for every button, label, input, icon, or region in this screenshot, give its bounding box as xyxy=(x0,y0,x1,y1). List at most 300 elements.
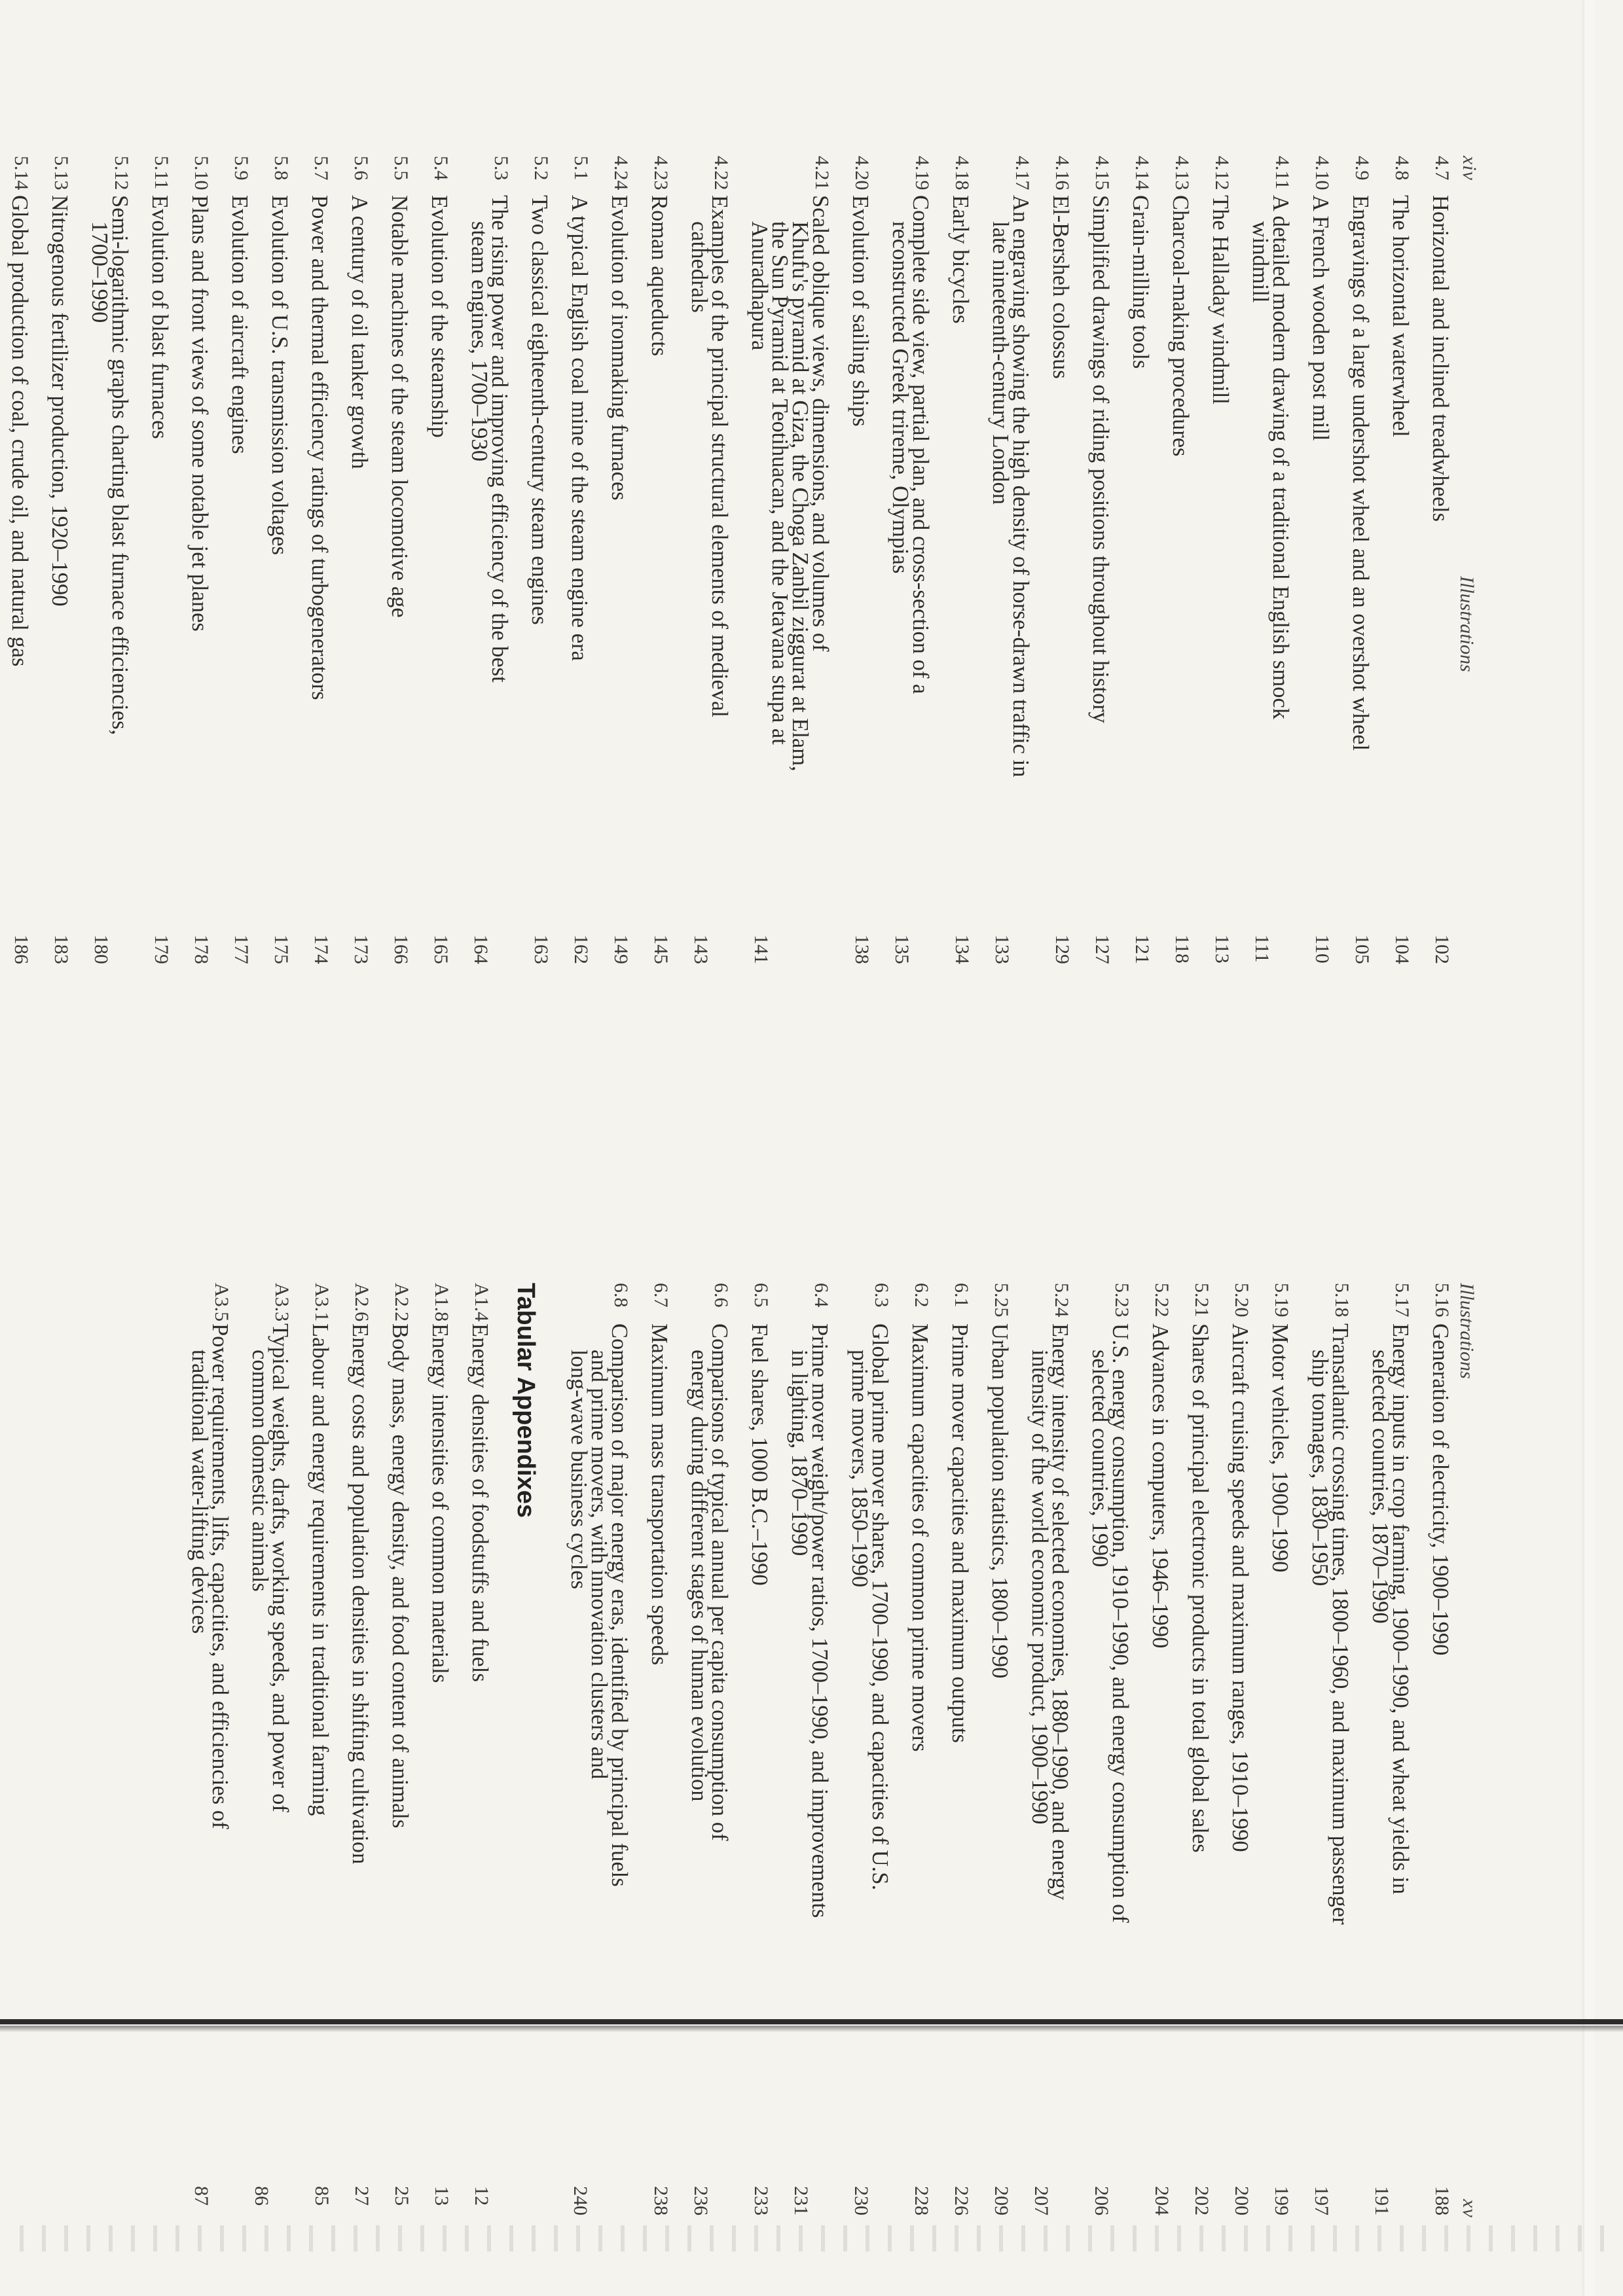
figure-title-line: A French wooden post mill xyxy=(1308,195,1333,441)
toc-entry xyxy=(847,1283,892,2238)
toc-entry xyxy=(1334,156,1373,1020)
appendix-heading: Tabular Appendixes xyxy=(512,1283,539,1518)
figure-title xyxy=(947,1323,972,1743)
figure-number: 5.20 xyxy=(1231,1283,1252,1318)
figure-title-line: Grain-milling tools xyxy=(1128,195,1153,369)
figure-number: 4.23 xyxy=(650,156,672,190)
figure-number: 4.19 xyxy=(911,156,933,190)
page-number: 12 xyxy=(471,2186,492,2206)
binding-edge xyxy=(20,2225,1617,2251)
page-number: 164 xyxy=(470,935,492,964)
figure-title-line: Simplified drawings of riding positions throughout history xyxy=(1088,195,1113,723)
figure-number: 4.20 xyxy=(851,156,873,190)
figure-title xyxy=(427,1323,452,1683)
page-number: 236 xyxy=(690,2186,712,2215)
figure-title xyxy=(1087,195,1113,723)
toc-entry xyxy=(33,156,72,1020)
figure-title-line: Advances in computers, 1946–1990 xyxy=(1148,1323,1173,1649)
figure-title-line: Early bicycles xyxy=(948,195,973,324)
figure-title-line: The Halladay windmill xyxy=(1208,195,1233,405)
figure-number: 5.11 xyxy=(151,156,172,190)
figure-title-line: Motor vehicles, 1900–1990 xyxy=(1267,1323,1292,1573)
figure-title-line: Complete side view, partial plan, and cross-section of a xyxy=(908,195,933,694)
figure-title xyxy=(1087,1323,1133,1923)
toc-entry xyxy=(593,156,632,1020)
page-number: 85 xyxy=(311,2186,333,2206)
page-number: 134 xyxy=(951,935,973,964)
toc-entry xyxy=(893,1283,932,2238)
figure-title xyxy=(687,1323,732,1841)
toc-entry xyxy=(747,156,833,1020)
figure-title xyxy=(687,195,732,718)
figure-number: 5.17 xyxy=(1391,1283,1413,1318)
page-number: 163 xyxy=(530,935,552,964)
figure-title-line: Semi-logarithmic graphs charting blast furnace efficiencies, xyxy=(107,195,132,736)
figure-title-continuation: the Sun Pyramid at Teotihuacan, and the Jetavana stupa at xyxy=(767,221,792,745)
toc-entry xyxy=(733,1283,772,2238)
figure-number: 5.23 xyxy=(1111,1283,1133,1318)
toc-entry xyxy=(213,156,252,1020)
toc-entry xyxy=(87,156,132,1020)
toc-entry xyxy=(293,1283,333,2238)
page-number: 118 xyxy=(1171,935,1193,963)
page-number: 199 xyxy=(1271,2186,1292,2215)
figure-title xyxy=(1307,195,1333,441)
figure-title-line: A typical English coal mine of the steam engine era xyxy=(567,195,592,661)
figure-title-continuation: steam engines, 1700–1930 xyxy=(467,221,492,461)
figure-title xyxy=(1147,1323,1173,1648)
figure-number: 4.9 xyxy=(1351,156,1373,181)
toc-entry xyxy=(1154,156,1193,1020)
figure-title-line: Nitrogenous fertilizer production, 1920–1990 xyxy=(47,195,72,607)
figure-title-line: Evolution of the steamship xyxy=(427,195,452,438)
figure-title-line: Fuel shares, 1000 B.C.–1990 xyxy=(747,1323,772,1586)
right-page xyxy=(0,1106,1623,2296)
figure-title-line: Generation of electricity, 1900–1990 xyxy=(1428,1323,1453,1656)
figure-title-continuation: common domestic animals xyxy=(247,1350,272,1592)
toc-entry xyxy=(373,156,412,1020)
toc-entry xyxy=(787,1283,832,2238)
figure-title-continuation: Khufu's pyramid at Giza, the Choga Zanbil ziggurat at Elam, xyxy=(788,221,812,772)
figure-number: 6.3 xyxy=(871,1283,892,1308)
toc-entry xyxy=(1034,156,1073,1020)
figure-title xyxy=(1127,195,1153,368)
toc-entry xyxy=(1173,1283,1213,2238)
figure-number: A1.4 xyxy=(471,1283,492,1322)
toc-entry xyxy=(293,156,332,1020)
page-number: 180 xyxy=(90,935,112,964)
figure-number: 6.7 xyxy=(650,1283,672,1308)
figure-number: A3.1 xyxy=(311,1283,333,1322)
figure-number: 5.6 xyxy=(350,156,372,181)
figure-title-line: Plans and front views of some notable jet planes xyxy=(187,195,212,632)
figure-title xyxy=(1167,195,1193,456)
figure-title xyxy=(426,195,452,438)
page-number: 228 xyxy=(911,2186,932,2215)
figure-number: 4.22 xyxy=(710,156,732,190)
toc-entry xyxy=(247,1283,293,2238)
page-number: 238 xyxy=(650,2186,672,2215)
figure-title-continuation: and prime movers, with innovation clusters and xyxy=(587,1350,611,1780)
figure-title-line: Scaled oblique views, dimensions, and volumes of xyxy=(808,195,833,652)
figure-title xyxy=(87,195,132,736)
figure-title-line: Charcoal-making procedures xyxy=(1168,195,1193,457)
figure-title xyxy=(1427,1323,1453,1655)
toc-entry xyxy=(173,156,212,1020)
figure-title-continuation: ship tonnages, 1830–1950 xyxy=(1307,1350,1332,1587)
right-running-head: Illustrations xyxy=(1456,1283,1478,1379)
figure-title-line: A century of oil tanker growth xyxy=(347,195,372,469)
figure-title-line: Labour and energy requirements in traditional farming xyxy=(308,1323,333,1816)
page-number: 86 xyxy=(251,2186,272,2206)
figure-number: 5.12 xyxy=(111,156,132,190)
figure-title-line: Energy intensities of common materials xyxy=(428,1323,452,1683)
page-number: 102 xyxy=(1431,935,1453,964)
figure-number: 6.2 xyxy=(911,1283,932,1308)
figure-title-line: Maximum mass transportation speeds xyxy=(647,1323,672,1666)
figure-number: 5.25 xyxy=(991,1283,1012,1318)
toc-entry xyxy=(833,156,873,1020)
figure-title-continuation: reconstructed Greek trireme, Olympias xyxy=(888,221,913,574)
figure-title-line: Power requirements, lifts, capacities, and efficiencies of xyxy=(208,1323,232,1829)
figure-number: 4.11 xyxy=(1271,156,1293,190)
figure-title-line: Comparisons of typical annual per capita consumption of xyxy=(707,1323,732,1841)
toc-entry xyxy=(373,1283,412,2238)
toc-entry xyxy=(412,156,452,1020)
figure-title-line: Two classical eighteenth-century steam engines xyxy=(527,195,552,625)
figure-title-line: Engravings of a large undershot wheel and an overshot wheel xyxy=(1348,195,1373,751)
figure-number: 5.24 xyxy=(1051,1283,1072,1318)
figure-number: 5.2 xyxy=(530,156,552,181)
figure-title xyxy=(606,195,632,501)
figure-number: 6.5 xyxy=(750,1283,772,1308)
figure-title xyxy=(266,195,292,555)
toc-entry xyxy=(1307,1283,1353,2238)
figure-title xyxy=(566,195,592,661)
figure-title-continuation: in lighting, 1870–1990 xyxy=(787,1350,812,1556)
toc-entry xyxy=(888,156,933,1020)
figure-title xyxy=(247,1323,293,1812)
figure-title xyxy=(1207,195,1233,404)
page-number: 207 xyxy=(1030,2186,1052,2215)
figure-number: 5.1 xyxy=(570,156,592,181)
figure-title xyxy=(1427,195,1453,522)
figure-title-continuation: late nineteenth-century London xyxy=(988,221,1013,505)
figure-number: 4.10 xyxy=(1311,156,1333,190)
figure-number: 6.8 xyxy=(610,1283,632,1308)
toc-entry xyxy=(1114,156,1153,1020)
figure-title xyxy=(1368,1323,1413,1895)
figure-number: 5.10 xyxy=(191,156,212,190)
page-number: 231 xyxy=(790,2186,812,2215)
figure-title xyxy=(346,195,372,469)
figure-number: 4.7 xyxy=(1431,156,1453,181)
figure-title-continuation: selected countries, 1990 xyxy=(1087,1350,1112,1568)
page-number: 162 xyxy=(570,935,592,964)
figure-title xyxy=(847,195,873,427)
right-folio: xv xyxy=(1459,2199,1480,2218)
figure-title-continuation: long-wave business cycles xyxy=(566,1350,591,1589)
page-number: 188 xyxy=(1431,2186,1453,2215)
page-number: 113 xyxy=(1211,935,1233,963)
figure-title-line: Shares of principal electronic products in total global sales xyxy=(1188,1323,1213,1853)
figure-number: 4.17 xyxy=(1012,156,1033,190)
toc-entry xyxy=(133,156,172,1020)
figure-title-continuation: prime movers, 1850–1990 xyxy=(847,1350,872,1588)
figure-number: A2.2 xyxy=(391,1283,412,1322)
figure-title xyxy=(387,1323,412,1828)
figure-number: 5.18 xyxy=(1331,1283,1353,1318)
figure-number: A2.6 xyxy=(351,1283,373,1322)
figure-title-line: U.S. energy consumption, 1910–1990, and energy consumption of xyxy=(1108,1323,1133,1923)
page-number: 87 xyxy=(191,2186,212,2206)
figure-number: 5.9 xyxy=(230,156,252,181)
page-number: 133 xyxy=(991,935,1013,964)
figure-title-continuation: selected countries, 1870–1990 xyxy=(1368,1350,1393,1624)
figure-number: 6.6 xyxy=(710,1283,732,1308)
figure-number: A3.3 xyxy=(271,1283,293,1322)
figure-title xyxy=(646,195,672,356)
toc-entry xyxy=(1294,156,1333,1020)
page-number: 191 xyxy=(1371,2186,1393,2215)
figure-number: 5.14 xyxy=(10,156,32,190)
page-number: 143 xyxy=(690,935,712,964)
page-number: 141 xyxy=(750,935,772,964)
figure-title xyxy=(526,195,552,625)
figure-title xyxy=(1048,195,1073,379)
figure-title-line: The horizontal waterwheel xyxy=(1388,195,1413,437)
figure-title xyxy=(1187,1323,1213,1853)
figure-title xyxy=(987,1323,1012,1678)
figure-number: 5.3 xyxy=(490,156,512,181)
figure-title xyxy=(566,1323,632,1887)
toc-entry xyxy=(1368,1283,1413,2238)
toc-entry xyxy=(333,1283,373,2238)
toc-entry xyxy=(1087,1283,1133,2238)
figure-number: 6.1 xyxy=(951,1283,972,1308)
toc-entry xyxy=(1074,156,1113,1020)
figure-number: A1.8 xyxy=(431,1283,452,1322)
page-number: 13 xyxy=(431,2186,452,2206)
figure-title xyxy=(746,1323,772,1586)
toc-entry xyxy=(253,156,292,1020)
toc-entry xyxy=(553,156,592,1020)
page-number: 111 xyxy=(1251,935,1273,963)
figure-title xyxy=(227,195,252,454)
page-number: 138 xyxy=(851,935,873,964)
figure-number: 4.21 xyxy=(811,156,833,190)
figure-number: 4.15 xyxy=(1091,156,1113,190)
toc-entry xyxy=(934,156,973,1020)
figure-title xyxy=(46,195,72,607)
figure-title-continuation: traditional water-lifting devices xyxy=(187,1350,212,1634)
page-number: 121 xyxy=(1131,935,1153,964)
page-number: 186 xyxy=(10,935,32,964)
figure-title-continuation: cathedrals xyxy=(687,221,712,313)
toc-entry xyxy=(0,156,32,1020)
toc-entry xyxy=(933,1283,972,2238)
figure-title xyxy=(1347,195,1373,751)
figure-number: 5.19 xyxy=(1271,1283,1292,1318)
figure-number: 5.16 xyxy=(1431,1283,1453,1318)
figure-title-line: Global production of coal, crude oil, and natural gas xyxy=(7,195,32,667)
figure-title-line: An engraving showing the high density of horse-drawn traffic in xyxy=(1008,195,1033,778)
toc-entry xyxy=(566,1283,632,2238)
figure-title xyxy=(888,195,933,694)
figure-title-line: El-Bersheh colossus xyxy=(1048,195,1073,379)
figure-title-line: Evolution of U.S. transmission voltages xyxy=(267,195,292,556)
figure-title xyxy=(307,1323,333,1816)
figure-title-continuation: intensity of the world economic product, 1900–1990 xyxy=(1027,1350,1052,1825)
figure-title-line: Energy densities of foodstuffs and fuels xyxy=(467,1323,492,1682)
figure-title xyxy=(646,1323,672,1665)
figure-title-line: Notable machines of the steam locomotive age xyxy=(387,195,412,618)
figure-title-continuation: energy during different stages of human evolution xyxy=(687,1350,712,1802)
figure-number: 4.13 xyxy=(1171,156,1193,190)
page-number: 173 xyxy=(350,935,372,964)
toc-entry xyxy=(333,156,372,1020)
figure-number: 6.4 xyxy=(811,1283,832,1308)
figure-title-line: Global prime mover shares, 1700–1990, and capacities of U.S. xyxy=(867,1323,892,1891)
figure-title-line: Evolution of sailing ships xyxy=(848,195,873,427)
left-page xyxy=(0,0,1623,1113)
page-number: 129 xyxy=(1051,935,1073,964)
figure-title-line: Evolution of aircraft engines xyxy=(227,195,252,454)
toc-entry xyxy=(187,1283,232,2238)
figure-title-line: Prime mover weight/power ratios, 1700–1990, and improvements xyxy=(807,1323,832,1918)
figure-number: 5.4 xyxy=(430,156,452,181)
page-number: 110 xyxy=(1311,935,1333,963)
figure-title-line: Maximum capacities of common prime movers xyxy=(907,1323,932,1752)
page-number: 104 xyxy=(1391,935,1413,964)
figure-title xyxy=(467,1323,492,1682)
figure-title-line: A detailed modern drawing of a traditional English smock xyxy=(1268,195,1293,719)
figure-title-line: Roman aqueducts xyxy=(647,195,672,357)
toc-entry xyxy=(687,1283,732,2238)
toc-entry xyxy=(632,156,672,1020)
page-number: 149 xyxy=(610,935,632,964)
page-number: 200 xyxy=(1231,2186,1252,2215)
figure-title xyxy=(747,195,833,772)
figure-number: 5.7 xyxy=(310,156,332,181)
toc-entry xyxy=(1027,1283,1072,2238)
toc-entry xyxy=(1133,1283,1173,2238)
figure-title xyxy=(947,195,973,323)
page-number: 105 xyxy=(1351,935,1373,964)
page-number: 165 xyxy=(430,935,452,964)
page-number: 175 xyxy=(270,935,292,964)
figure-title-line: The rising power and improving efficiency of the best xyxy=(487,195,512,683)
page-number: 202 xyxy=(1191,2186,1213,2215)
left-running-head: Illustrations xyxy=(1456,576,1478,672)
figure-title xyxy=(907,1323,932,1751)
page-number: 197 xyxy=(1311,2186,1332,2215)
page-number: 166 xyxy=(390,935,412,964)
figure-title-line: Typical weights, drafts, working speeds, and power of xyxy=(268,1323,293,1812)
figure-title xyxy=(787,1323,832,1918)
toc-entry xyxy=(413,1283,452,2238)
page-number: 209 xyxy=(991,2186,1012,2215)
toc-entry xyxy=(1413,156,1453,1020)
figure-title-line: Energy intensity of selected economies, 1880–1990, and energy xyxy=(1048,1323,1072,1901)
page-number: 233 xyxy=(750,2186,772,2215)
figure-title-line: Power and thermal efficiency ratings of turbogenerators xyxy=(307,195,332,700)
figure-title xyxy=(1387,195,1413,437)
page-number: 177 xyxy=(230,935,252,964)
page-edge xyxy=(1584,0,1595,2296)
figure-number: 5.8 xyxy=(270,156,292,181)
figure-title xyxy=(306,195,332,700)
figure-title xyxy=(1267,1323,1292,1572)
scanner-edge-rule xyxy=(0,2019,1623,2024)
figure-number: 4.14 xyxy=(1131,156,1153,190)
figure-title xyxy=(187,1323,232,1829)
figure-title-continuation: windmill xyxy=(1248,221,1273,303)
figure-title-line: Evolution of blast furnaces xyxy=(147,195,172,439)
page-number: 27 xyxy=(351,2186,373,2206)
toc-entry xyxy=(467,156,512,1020)
figure-title xyxy=(347,1323,373,1864)
figure-title-line: Prime mover capacities and maximum outputs xyxy=(947,1323,972,1743)
figure-title xyxy=(7,195,32,666)
page-number: 230 xyxy=(850,2186,872,2215)
toc-entry xyxy=(1248,156,1293,1020)
left-folio: xiv xyxy=(1459,156,1480,181)
toc-entry xyxy=(973,1283,1012,2238)
page-number: 135 xyxy=(891,935,913,964)
toc-entry xyxy=(1213,1283,1252,2238)
toc-entry xyxy=(1194,156,1233,1020)
figure-title-line: Body mass, energy density, and food content of animals xyxy=(388,1323,412,1829)
page-number: 204 xyxy=(1151,2186,1173,2215)
figure-title xyxy=(147,195,172,439)
scanner-edge-shadow xyxy=(0,2026,1623,2032)
figure-title-line: Aircraft cruising speeds and maximum ranges, 1910–1990 xyxy=(1228,1323,1252,1852)
figure-title xyxy=(386,195,412,618)
page-number: 206 xyxy=(1091,2186,1112,2215)
figure-number: 4.24 xyxy=(610,156,632,190)
figure-title-line: Evolution of ironmaking furnaces xyxy=(607,195,632,501)
page-number: 127 xyxy=(1091,935,1113,964)
figure-title-line: Horizontal and inclined treadwheels xyxy=(1428,195,1453,522)
page-number: 145 xyxy=(650,935,672,964)
figure-title-line: Examples of the principal structural elements of medieval xyxy=(707,195,732,718)
toc-entry xyxy=(1413,1283,1453,2238)
figure-title-line: Urban population statistics, 1800–1990 xyxy=(987,1323,1012,1679)
figure-number: 4.12 xyxy=(1211,156,1233,190)
page-number: 178 xyxy=(191,935,212,964)
figure-title-line: Energy inputs in crop farming, 1900–1990, and wheat yields in xyxy=(1388,1323,1413,1895)
figure-title-line: Transatlantic crossing times, 1800–1960, and maximum passenger xyxy=(1328,1323,1353,1925)
page-number: 25 xyxy=(391,2186,412,2206)
page-number: 174 xyxy=(310,935,332,964)
figure-number: 5.13 xyxy=(50,156,72,190)
toc-entry xyxy=(1253,1283,1292,2238)
figure-number: 4.18 xyxy=(951,156,973,190)
toc-entry xyxy=(988,156,1033,1020)
figure-title xyxy=(1227,1323,1252,1852)
figure-number: 4.8 xyxy=(1391,156,1413,181)
figure-title xyxy=(187,195,212,632)
toc-entry xyxy=(632,1283,672,2238)
figure-title-continuation: Anuradhapura xyxy=(747,221,772,351)
figure-title-line: Energy costs and population densities in shifting cultivation xyxy=(348,1323,373,1865)
figure-number: 5.5 xyxy=(390,156,412,181)
figure-number: 5.22 xyxy=(1151,1283,1173,1318)
figure-title xyxy=(1027,1323,1072,1901)
figure-title-continuation: 1700–1990 xyxy=(87,221,112,323)
page-number: 179 xyxy=(151,935,172,964)
